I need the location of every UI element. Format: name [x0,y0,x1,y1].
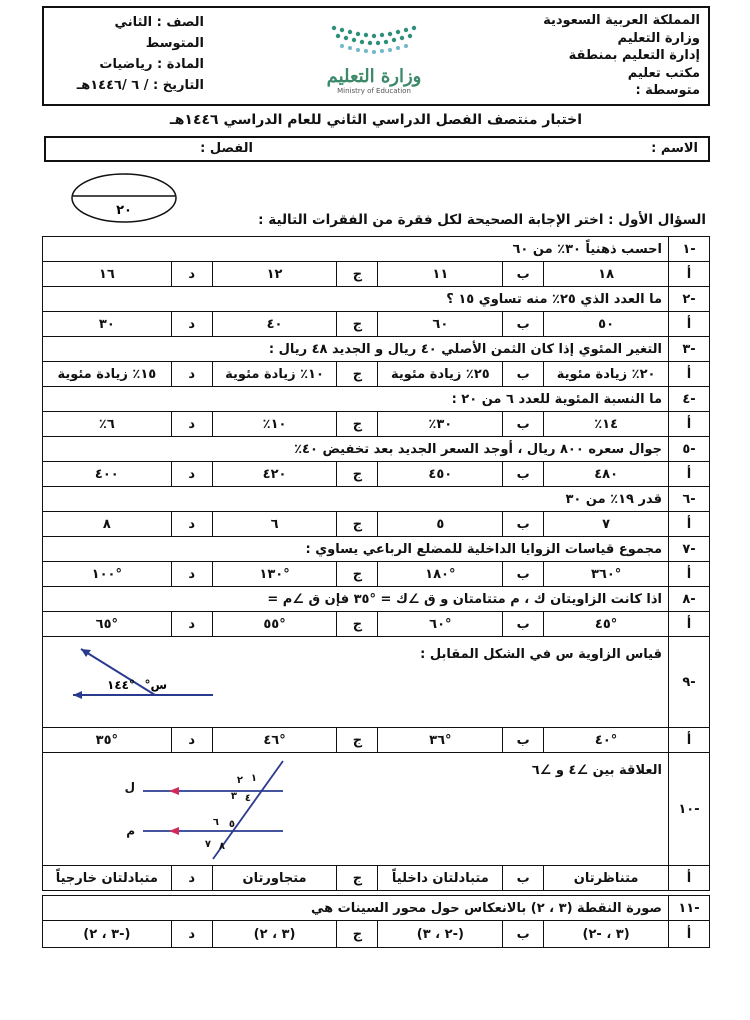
option-letter: ب [503,462,544,487]
question-row [43,287,710,312]
name-field-label[interactable]: الاسم : [651,141,698,156]
answer-option[interactable]: °٥٥ [212,612,337,637]
option-letter: د [171,866,212,891]
option-letter: ب [503,728,544,753]
question-text: احسب ذهنياً ٣٠٪ من ٦٠ [43,237,669,262]
answer-option[interactable]: °٣٦٠ [544,562,669,587]
option-letter: أ [669,512,710,537]
question-text: التغير المئوي إذا كان الثمن الأصلي ٤٠ ريال و الجديد ٤٨ ريال : [43,337,669,362]
option-letter: أ [669,728,710,753]
figure-label: م [126,824,135,838]
answer-option[interactable]: ٤٠٠ [43,462,172,487]
answer-option[interactable]: ٥٠ [544,312,669,337]
answer-option[interactable]: °٤٦ [212,728,337,753]
options-row [43,412,710,437]
answer-option[interactable]: ١٤٪ [544,412,669,437]
question-row [43,753,710,866]
answer-option[interactable]: ١٠٪ زيادة مئوية [212,362,337,387]
option-letter: د [171,512,212,537]
answer-option[interactable]: ٣٠٪ [378,412,503,437]
question-row [43,896,710,921]
option-letter: أ [669,921,710,948]
answer-option[interactable]: ٦ [212,512,337,537]
arrow-mark-icon [169,787,179,795]
question-text [43,637,669,728]
option-letter: ب [503,362,544,387]
answer-option[interactable]: ٢٠٪ زيادة مئوية [544,362,669,387]
option-letter: ب [503,312,544,337]
option-letter: ب [503,512,544,537]
options-row [43,262,710,287]
header-line: وزارة التعليم [617,30,700,46]
option-letter: أ [669,412,710,437]
question-number: -١٠ [669,753,710,866]
option-letter: ج [337,412,378,437]
question-text: قدر ١٩٪ من ٣٠ [43,487,669,512]
date-label: التاريخ : / ٦ /١٤٤٦هـ [76,78,204,93]
answer-option[interactable]: °٤٥ [544,612,669,637]
answer-option[interactable]: ٣٠ [43,312,172,337]
option-letter: ج [337,362,378,387]
answer-option[interactable]: (٣ ، ٢) [212,921,337,948]
options-row [43,462,710,487]
question-row [43,487,710,512]
arrow-mark-icon [169,827,179,835]
ministry-info [543,12,700,100]
answer-option[interactable]: متبادلتان داخلياً [378,866,503,891]
name-bar [44,136,710,162]
options-row [43,612,710,637]
figure-label: ٥ [228,819,235,830]
answer-option[interactable]: °١٠٠ [43,562,172,587]
question-row [43,637,710,728]
question-text-label: قياس الزاوية س في الشكل المقابل : [420,647,662,662]
answer-option[interactable]: ٤٢٠ [212,462,337,487]
question-number: -١١ [669,896,710,921]
logo-dots-icon [314,20,434,60]
options-row [43,362,710,387]
logo-subtext: Ministry of Education [337,87,411,95]
question-number: -٣ [669,337,710,362]
option-letter: د [171,562,212,587]
question-row [43,337,710,362]
answer-option[interactable]: ٧ [544,512,669,537]
option-letter: ج [337,562,378,587]
options-row [43,728,710,753]
answer-option[interactable]: ٤٨٠ [544,462,669,487]
option-letter: أ [669,562,710,587]
option-letter: ب [503,612,544,637]
option-letter: د [171,462,212,487]
option-letter: أ [669,312,710,337]
figure-label: ٣ [230,791,237,802]
option-letter: أ [669,262,710,287]
option-letter: ج [337,262,378,287]
answer-option[interactable]: متبادلتان خارجياً [43,866,172,891]
exam-page [36,0,716,1020]
figure-label: ٤ [244,793,251,804]
question-row [43,437,710,462]
option-letter: د [171,312,212,337]
answer-option[interactable]: (٣ ، -٢) [544,921,669,948]
answer-option[interactable]: °٤٠ [544,728,669,753]
figure-label: ٧ [204,839,211,850]
score-oval [70,172,178,224]
question-row [43,387,710,412]
option-letter: د [171,612,212,637]
option-letter: ج [337,866,378,891]
question-row [43,537,710,562]
option-letter: ب [503,866,544,891]
parallel-lines-figure [124,755,303,863]
question-number: -١ [669,237,710,262]
answer-option[interactable]: ١٠٪ [212,412,337,437]
header-line: متوسطة : [635,83,700,98]
exam-meta [54,12,204,96]
options-row [43,512,710,537]
arrow-head-icon [73,691,82,699]
subject-label: المادة : رياضيات [99,57,204,72]
header-line: مكتب تعليم [627,65,700,81]
option-letter: د [171,728,212,753]
ministry-logo [314,20,434,100]
figure-label: ٨ [218,841,225,852]
question-number: -٥ [669,437,710,462]
question-number: -٤ [669,387,710,412]
header-line: المملكة العربية السعودية [543,13,700,28]
question-number: -٧ [669,537,710,562]
question-text-label: العلاقة بين ∠٤ و ∠٦ [531,763,662,778]
answer-option[interactable]: ٤٥٠ [378,462,503,487]
question-text: ما النسبة المئوية للعدد ٦ من ٢٠ : [43,387,669,412]
figure-label: ١ [250,773,257,784]
answer-option[interactable]: °١٨٠ [378,562,503,587]
options-row [43,312,710,337]
option-letter: أ [669,612,710,637]
option-letter: ج [337,312,378,337]
answer-option[interactable]: °١٣٠ [212,562,337,587]
option-letter: د [171,362,212,387]
question-number: -٢ [669,287,710,312]
question-text [43,753,669,866]
question-row [43,237,710,262]
answer-option[interactable]: °٦٠ [378,612,503,637]
answer-option[interactable]: ١٢ [212,262,337,287]
option-letter: د [171,262,212,287]
option-letter: ب [503,562,544,587]
answer-option[interactable]: ١٨ [544,262,669,287]
option-letter: ب [503,921,544,948]
angle-figure [63,639,223,719]
exam-title: اختبار منتصف الفصل الدراسي الثاني للعام الدراسي ١٤٤٦هـ [169,112,583,128]
answer-option[interactable]: ٤٠ [212,312,337,337]
option-letter: ج [337,612,378,637]
option-letter: أ [669,362,710,387]
answer-option[interactable]: ١٦ [43,262,172,287]
answer-option[interactable]: ٨ [43,512,172,537]
question-row [43,587,710,612]
answer-option[interactable]: متجاورتان [212,866,337,891]
option-letter: ب [503,262,544,287]
class-field-label[interactable]: الفصل : [200,141,253,156]
question-number: -٦ [669,487,710,512]
logo-text: وزارة التعليم [326,66,422,87]
grade-label: الصف : الثاني المتوسط [114,15,204,51]
question-number: -٩ [669,637,710,728]
answer-option[interactable]: ٥ [378,512,503,537]
question-text: مجموع قياسات الزوايا الداخلية للمضلع الرباعي يساوي : [43,537,669,562]
header-line: إدارة التعليم بمنطقة [568,48,700,63]
answer-option[interactable]: ٦٠ [378,312,503,337]
answer-option[interactable]: (-٣ ، ٢) [43,921,172,948]
answer-option[interactable]: ١١ [378,262,503,287]
option-letter: أ [669,462,710,487]
option-letter: د [171,921,212,948]
options-row [43,562,710,587]
figure-label: ٦ [212,817,219,828]
exam-header [42,6,710,106]
angle-label-x: س° [144,678,167,692]
question-text: جوال سعره ٨٠٠ ريال ، أوجد السعر الجديد بعد تخفيض ٤٠٪ [43,437,669,462]
option-letter: د [171,412,212,437]
options-row [43,921,710,948]
option-letter: ج [337,921,378,948]
option-letter: ب [503,412,544,437]
option-letter: ج [337,462,378,487]
question-text: صورة النقطة (٣ ، ٢) بالانعكاس حول محور السينات هي [43,896,669,921]
answer-option[interactable]: ٦٪ [43,412,172,437]
answer-option[interactable]: °٣٥ [43,728,172,753]
option-letter: أ [669,866,710,891]
options-row [43,866,710,891]
option-letter: ج [337,512,378,537]
answer-option[interactable]: ٢٥٪ زيادة مئوية [378,362,503,387]
option-letter: ج [337,728,378,753]
questions-table [42,236,710,948]
angle-label-144: °١٤٤ [107,678,135,692]
question-text: ما العدد الذي ٢٥٪ منه تساوي ١٥ ؟ [43,287,669,312]
answer-option[interactable]: (-٢ ، ٣) [378,921,503,948]
question-number: -٨ [669,587,710,612]
question-text: اذا كانت الزاويتان ك ، م متتامتان و ق ∠ك = °٣٥ فإن ق ∠م = [43,587,669,612]
figure-label: ل [124,780,135,794]
answer-option[interactable]: °٣٦ [378,728,503,753]
figure-label: ٢ [236,775,243,786]
arrow-head-icon [81,649,91,657]
score-value: ٢٠ [116,203,132,218]
answer-option[interactable]: °٦٥ [43,612,172,637]
answer-option[interactable]: ١٥٪ زيادة مئوية [43,362,172,387]
question-one-title: السؤال الأول : اختر الإجابة الصحيحة لكل فقرة من الفقرات التالية : [258,212,706,228]
answer-option[interactable]: متناظرتان [544,866,669,891]
